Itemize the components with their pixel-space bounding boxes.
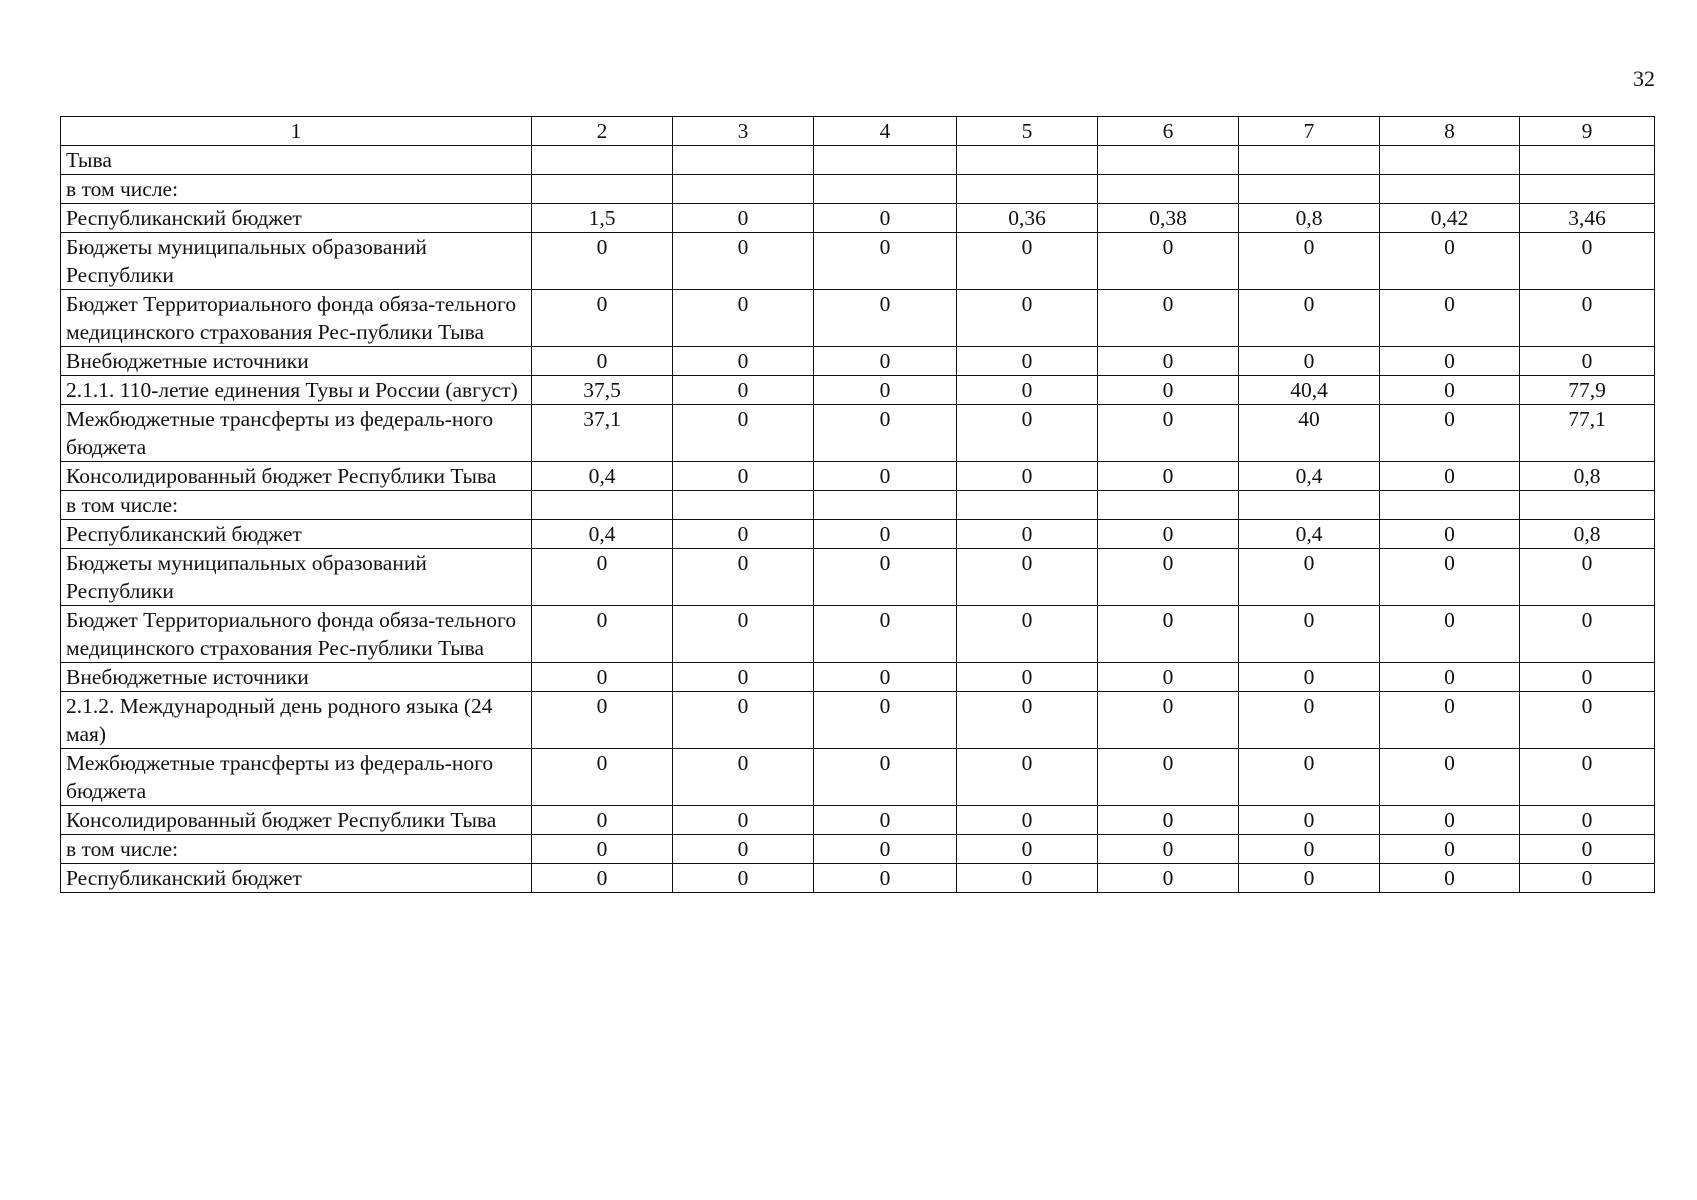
- value-cell: 0: [814, 405, 957, 462]
- value-cell: 0: [673, 290, 814, 347]
- row-label-cell: Внебюджетные источники: [61, 663, 532, 692]
- value-cell: 77,1: [1520, 405, 1655, 462]
- value-cell: 0: [814, 549, 957, 606]
- value-cell: 0: [532, 290, 673, 347]
- value-cell: [673, 146, 814, 175]
- value-cell: 0: [957, 462, 1098, 491]
- value-cell: 0: [1520, 347, 1655, 376]
- value-cell: 0: [1239, 749, 1380, 806]
- value-cell: [1520, 491, 1655, 520]
- value-cell: 0: [814, 692, 957, 749]
- value-cell: 0: [673, 204, 814, 233]
- value-cell: 0,8: [1520, 462, 1655, 491]
- table-row: [61, 835, 1655, 864]
- value-cell: 0: [814, 864, 957, 893]
- value-cell: 0: [1098, 290, 1239, 347]
- value-cell: 0,4: [1239, 462, 1380, 491]
- value-cell: 0: [1380, 233, 1520, 290]
- value-cell: 0: [814, 347, 957, 376]
- value-cell: 0: [814, 204, 957, 233]
- value-cell: 0: [1098, 692, 1239, 749]
- row-label-cell: в том числе:: [61, 835, 532, 864]
- table-header-row: [61, 117, 1655, 146]
- value-cell: 0: [1239, 663, 1380, 692]
- table-row: [61, 663, 1655, 692]
- table-row: [61, 233, 1655, 290]
- value-cell: 0: [1098, 376, 1239, 405]
- value-cell: 0: [814, 462, 957, 491]
- row-label-cell: Тыва: [61, 146, 532, 175]
- value-cell: 0: [1520, 749, 1655, 806]
- table-row: [61, 347, 1655, 376]
- value-cell: 0: [1380, 806, 1520, 835]
- value-cell: [1520, 175, 1655, 204]
- value-cell: 0: [1380, 290, 1520, 347]
- value-cell: 0: [532, 806, 673, 835]
- table-row: [61, 491, 1655, 520]
- table-row: [61, 376, 1655, 405]
- value-cell: [1380, 175, 1520, 204]
- table-row: [61, 520, 1655, 549]
- row-label-cell: Республиканский бюджет: [61, 864, 532, 893]
- value-cell: 0: [1380, 462, 1520, 491]
- value-cell: 0,42: [1380, 204, 1520, 233]
- value-cell: 0: [1380, 520, 1520, 549]
- value-cell: 0: [532, 549, 673, 606]
- value-cell: 0: [814, 835, 957, 864]
- row-label-cell: Бюджет Территориального фонда обяза-тельного медицинского страхования Рес-публики Тыва: [61, 606, 532, 663]
- value-cell: 0: [1098, 806, 1239, 835]
- header-cell: 9: [1520, 117, 1655, 146]
- row-label-cell: Бюджеты муниципальных образований Республики: [61, 233, 532, 290]
- value-cell: [1239, 146, 1380, 175]
- value-cell: 0: [957, 835, 1098, 864]
- value-cell: 0: [957, 376, 1098, 405]
- value-cell: 0: [532, 663, 673, 692]
- header-cell: 4: [814, 117, 957, 146]
- value-cell: 0: [1520, 606, 1655, 663]
- value-cell: [814, 146, 957, 175]
- value-cell: 0: [1239, 835, 1380, 864]
- row-label-cell: Бюджеты муниципальных образований Республики: [61, 549, 532, 606]
- value-cell: 0: [1380, 835, 1520, 864]
- value-cell: 0: [957, 405, 1098, 462]
- value-cell: 0: [957, 864, 1098, 893]
- value-cell: 0: [1520, 864, 1655, 893]
- value-cell: 0: [957, 347, 1098, 376]
- value-cell: 0: [673, 462, 814, 491]
- value-cell: 0: [814, 290, 957, 347]
- value-cell: 0: [1380, 549, 1520, 606]
- value-cell: 0: [1380, 376, 1520, 405]
- value-cell: 0: [1520, 692, 1655, 749]
- value-cell: 0: [673, 405, 814, 462]
- value-cell: 0,36: [957, 204, 1098, 233]
- value-cell: 0: [1239, 290, 1380, 347]
- header-cell: 5: [957, 117, 1098, 146]
- value-cell: 0: [1098, 347, 1239, 376]
- value-cell: 0: [1380, 749, 1520, 806]
- value-cell: 0: [1380, 692, 1520, 749]
- value-cell: 0: [1098, 549, 1239, 606]
- value-cell: [1098, 491, 1239, 520]
- value-cell: 0: [814, 376, 957, 405]
- row-label-cell: 2.1.1. 110-летие единения Тувы и России (август): [61, 376, 532, 405]
- value-cell: 0: [532, 864, 673, 893]
- value-cell: 0: [673, 347, 814, 376]
- value-cell: 0: [1098, 462, 1239, 491]
- value-cell: 0: [1098, 663, 1239, 692]
- value-cell: 0: [1239, 606, 1380, 663]
- value-cell: [1380, 491, 1520, 520]
- value-cell: [673, 491, 814, 520]
- table-row: [61, 749, 1655, 806]
- row-label-cell: Консолидированный бюджет Республики Тыва: [61, 462, 532, 491]
- value-cell: 0: [957, 692, 1098, 749]
- value-cell: 0: [1098, 864, 1239, 893]
- value-cell: 0: [1380, 864, 1520, 893]
- value-cell: 0,8: [1520, 520, 1655, 549]
- value-cell: 0: [1239, 806, 1380, 835]
- value-cell: 40,4: [1239, 376, 1380, 405]
- value-cell: 0,38: [1098, 204, 1239, 233]
- value-cell: 1,5: [532, 204, 673, 233]
- table-row: [61, 549, 1655, 606]
- header-cell: 6: [1098, 117, 1239, 146]
- value-cell: 0: [814, 663, 957, 692]
- value-cell: 0: [1380, 663, 1520, 692]
- value-cell: 0: [1520, 663, 1655, 692]
- table-row: [61, 405, 1655, 462]
- value-cell: 0: [532, 835, 673, 864]
- value-cell: [1098, 175, 1239, 204]
- value-cell: 0,4: [1239, 520, 1380, 549]
- value-cell: 0,4: [532, 462, 673, 491]
- value-cell: 0: [957, 233, 1098, 290]
- value-cell: 0: [673, 233, 814, 290]
- table-row: [61, 806, 1655, 835]
- value-cell: [532, 491, 673, 520]
- row-label-cell: Межбюджетные трансферты из федераль-ного бюджета: [61, 749, 532, 806]
- value-cell: 40: [1239, 405, 1380, 462]
- value-cell: 0: [673, 806, 814, 835]
- table-row: [61, 146, 1655, 175]
- value-cell: 0: [1098, 520, 1239, 549]
- value-cell: 0: [1520, 549, 1655, 606]
- value-cell: 0: [673, 835, 814, 864]
- value-cell: 0: [1098, 606, 1239, 663]
- value-cell: 0: [814, 233, 957, 290]
- header-cell: 7: [1239, 117, 1380, 146]
- row-label-cell: Межбюджетные трансферты из федераль-ного бюджета: [61, 405, 532, 462]
- row-label-cell: Республиканский бюджет: [61, 520, 532, 549]
- row-label-cell: 2.1.2. Международный день родного языка (24 мая): [61, 692, 532, 749]
- value-cell: [532, 146, 673, 175]
- value-cell: [814, 175, 957, 204]
- table-row: [61, 692, 1655, 749]
- value-cell: 0: [673, 520, 814, 549]
- table-row: [61, 864, 1655, 893]
- value-cell: 0: [957, 290, 1098, 347]
- value-cell: [957, 175, 1098, 204]
- value-cell: 0: [532, 233, 673, 290]
- value-cell: [1239, 175, 1380, 204]
- value-cell: 0,8: [1239, 204, 1380, 233]
- value-cell: 0: [1239, 864, 1380, 893]
- value-cell: 0: [532, 749, 673, 806]
- value-cell: 0: [1098, 749, 1239, 806]
- value-cell: [814, 491, 957, 520]
- value-cell: 0: [673, 663, 814, 692]
- value-cell: 0: [532, 692, 673, 749]
- value-cell: 0: [673, 749, 814, 806]
- value-cell: 0: [1380, 405, 1520, 462]
- value-cell: 37,5: [532, 376, 673, 405]
- value-cell: 0: [673, 864, 814, 893]
- value-cell: 0: [1520, 233, 1655, 290]
- value-cell: 0: [1520, 835, 1655, 864]
- value-cell: 0: [814, 749, 957, 806]
- row-label-cell: Бюджет Территориального фонда обяза-тельного медицинского страхования Рес-публики Тыва: [61, 290, 532, 347]
- row-label-cell: Внебюджетные источники: [61, 347, 532, 376]
- value-cell: [1239, 491, 1380, 520]
- value-cell: 0: [957, 663, 1098, 692]
- value-cell: 0: [957, 606, 1098, 663]
- header-cell: 3: [673, 117, 814, 146]
- value-cell: 0: [814, 806, 957, 835]
- value-cell: 77,9: [1520, 376, 1655, 405]
- value-cell: 0: [957, 806, 1098, 835]
- page-number: 32: [1633, 66, 1655, 91]
- value-cell: [957, 146, 1098, 175]
- value-cell: 0: [1380, 347, 1520, 376]
- value-cell: 0: [1239, 233, 1380, 290]
- budget-table: [60, 116, 1655, 893]
- value-cell: 0: [1380, 606, 1520, 663]
- value-cell: 3,46: [1520, 204, 1655, 233]
- value-cell: 0: [1520, 806, 1655, 835]
- value-cell: 0: [673, 549, 814, 606]
- row-label-cell: Консолидированный бюджет Республики Тыва: [61, 806, 532, 835]
- header-cell: 2: [532, 117, 673, 146]
- value-cell: [1520, 146, 1655, 175]
- row-label-cell: в том числе:: [61, 175, 532, 204]
- value-cell: [673, 175, 814, 204]
- value-cell: 0: [673, 692, 814, 749]
- value-cell: 0: [532, 606, 673, 663]
- value-cell: 0: [957, 749, 1098, 806]
- table-row: [61, 606, 1655, 663]
- value-cell: [1380, 146, 1520, 175]
- value-cell: 0: [673, 376, 814, 405]
- value-cell: [1098, 146, 1239, 175]
- value-cell: 0,4: [532, 520, 673, 549]
- value-cell: 0: [1098, 405, 1239, 462]
- value-cell: 0: [814, 520, 957, 549]
- table-row: [61, 204, 1655, 233]
- value-cell: [957, 491, 1098, 520]
- row-label-cell: Республиканский бюджет: [61, 204, 532, 233]
- value-cell: 0: [1239, 347, 1380, 376]
- value-cell: 0: [532, 347, 673, 376]
- table-row: [61, 175, 1655, 204]
- value-cell: 0: [1520, 290, 1655, 347]
- value-cell: 0: [1098, 233, 1239, 290]
- table-row: [61, 290, 1655, 347]
- header-cell: 8: [1380, 117, 1520, 146]
- value-cell: 37,1: [532, 405, 673, 462]
- value-cell: 0: [814, 606, 957, 663]
- row-label-cell: в том числе:: [61, 491, 532, 520]
- value-cell: 0: [1239, 692, 1380, 749]
- value-cell: 0: [673, 606, 814, 663]
- value-cell: 0: [957, 520, 1098, 549]
- value-cell: [532, 175, 673, 204]
- value-cell: 0: [1239, 549, 1380, 606]
- value-cell: 0: [957, 549, 1098, 606]
- value-cell: 0: [1098, 835, 1239, 864]
- header-cell: 1: [61, 117, 532, 146]
- table-body: [61, 117, 1655, 893]
- table-row: [61, 462, 1655, 491]
